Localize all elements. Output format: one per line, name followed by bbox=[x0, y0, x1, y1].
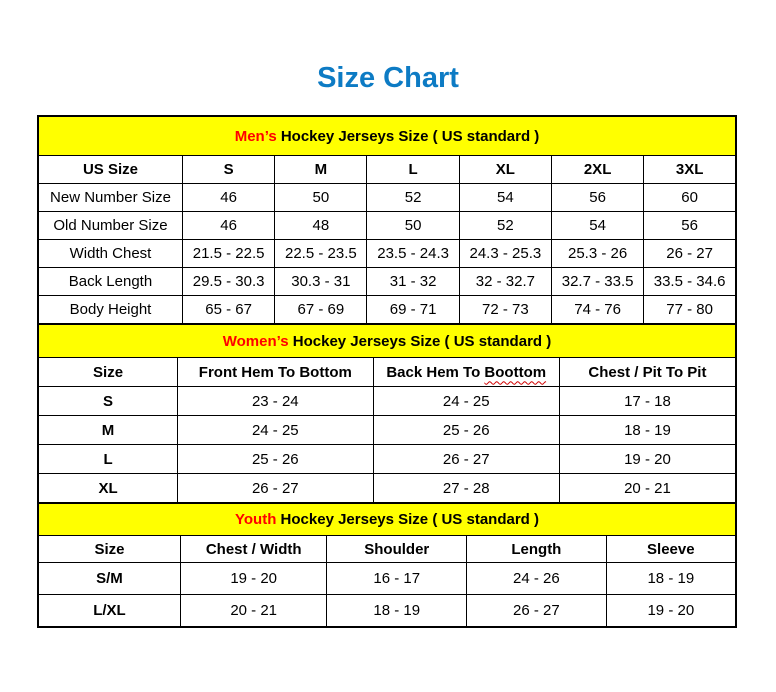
mens-value-cell: 32.7 - 33.5 bbox=[551, 268, 643, 296]
youth-value-cell: 19 - 20 bbox=[180, 563, 327, 595]
mens-value-cell: 26 - 27 bbox=[644, 240, 736, 268]
womens-row-label: M bbox=[38, 416, 178, 445]
mens-banner-row bbox=[38, 116, 736, 156]
mens-size-table bbox=[37, 115, 737, 325]
page-title: Size Chart bbox=[317, 62, 459, 94]
mens-value-cell: 52 bbox=[367, 184, 459, 212]
mens-value-cell: 48 bbox=[275, 212, 367, 240]
youth-value-cell: 20 - 21 bbox=[180, 595, 327, 628]
mens-value-cell: 72 - 73 bbox=[459, 296, 551, 325]
youth-size-table bbox=[37, 502, 737, 628]
mens-row-label: Width Chest bbox=[38, 240, 182, 268]
womens-row-label: L bbox=[38, 445, 178, 474]
womens-header-cell: Size bbox=[38, 358, 178, 387]
mens-header-cell: US Size bbox=[38, 156, 182, 184]
mens-row-label: Old Number Size bbox=[38, 212, 182, 240]
table-row bbox=[38, 268, 736, 296]
mens-header-cell: L bbox=[367, 156, 459, 184]
mens-value-cell: 77 - 80 bbox=[644, 296, 736, 325]
youth-header-row bbox=[38, 536, 736, 563]
table-row bbox=[38, 445, 736, 474]
mens-value-cell: 56 bbox=[644, 212, 736, 240]
mens-banner: Men’s Hockey Jerseys Size ( US standard ) bbox=[38, 116, 736, 156]
mens-row-label: Body Height bbox=[38, 296, 182, 325]
table-row bbox=[38, 387, 736, 416]
mens-value-cell: 54 bbox=[551, 212, 643, 240]
womens-header-row bbox=[38, 358, 736, 387]
mens-value-cell: 50 bbox=[275, 184, 367, 212]
mens-value-cell: 65 - 67 bbox=[182, 296, 274, 325]
table-row bbox=[38, 595, 736, 628]
mens-header-cell: XL bbox=[459, 156, 551, 184]
mens-row-label: Back Length bbox=[38, 268, 182, 296]
mens-value-cell: 54 bbox=[459, 184, 551, 212]
mens-header-cell: 3XL bbox=[644, 156, 736, 184]
mens-value-cell: 33.5 - 34.6 bbox=[644, 268, 736, 296]
youth-value-cell: 16 - 17 bbox=[327, 563, 467, 595]
womens-value-cell: 26 - 27 bbox=[373, 445, 559, 474]
youth-value-cell: 18 - 19 bbox=[327, 595, 467, 628]
mens-banner-highlight: Men’s bbox=[234, 127, 277, 145]
youth-value-cell: 19 - 20 bbox=[606, 595, 736, 628]
mens-value-cell: 23.5 - 24.3 bbox=[367, 240, 459, 268]
womens-row-label: XL bbox=[38, 474, 178, 504]
mens-row-label: New Number Size bbox=[38, 184, 182, 212]
mens-value-cell: 22.5 - 23.5 bbox=[275, 240, 367, 268]
mens-value-cell: 30.3 - 31 bbox=[275, 268, 367, 296]
womens-banner: Women’s Hockey Jerseys Size ( US standard ) bbox=[38, 324, 736, 358]
table-row bbox=[38, 416, 736, 445]
table-row bbox=[38, 240, 736, 268]
youth-banner-highlight: Youth bbox=[235, 511, 277, 528]
mens-value-cell: 56 bbox=[551, 184, 643, 212]
table-row bbox=[38, 184, 736, 212]
womens-header-cell: Chest / Pit To Pit bbox=[559, 358, 736, 387]
womens-value-cell: 25 - 26 bbox=[373, 416, 559, 445]
youth-banner: Youth Hockey Jerseys Size ( US standard ) bbox=[38, 503, 736, 536]
table-row bbox=[38, 296, 736, 325]
misspelled-word: Boottom bbox=[484, 363, 547, 381]
mens-value-cell: 29.5 - 30.3 bbox=[182, 268, 274, 296]
womens-header-cell: Front Hem To Bottom bbox=[178, 358, 373, 387]
mens-header-cell: 2XL bbox=[551, 156, 643, 184]
mens-value-cell: 50 bbox=[367, 212, 459, 240]
mens-header-row bbox=[38, 156, 736, 184]
table-row bbox=[38, 474, 736, 504]
mens-value-cell: 74 - 76 bbox=[551, 296, 643, 325]
youth-value-cell: 18 - 19 bbox=[606, 563, 736, 595]
womens-value-cell: 23 - 24 bbox=[178, 387, 373, 416]
mens-value-cell: 67 - 69 bbox=[275, 296, 367, 325]
table-row bbox=[38, 563, 736, 595]
mens-value-cell: 46 bbox=[182, 184, 274, 212]
youth-banner-row bbox=[38, 503, 736, 536]
mens-value-cell: 60 bbox=[644, 184, 736, 212]
youth-row-label: L/XL bbox=[38, 595, 180, 628]
womens-value-cell: 17 - 18 bbox=[559, 387, 736, 416]
womens-value-cell: 18 - 19 bbox=[559, 416, 736, 445]
mens-value-cell: 21.5 - 22.5 bbox=[182, 240, 274, 268]
youth-header-cell: Sleeve bbox=[606, 536, 736, 563]
womens-value-cell: 27 - 28 bbox=[373, 474, 559, 504]
youth-value-cell: 24 - 26 bbox=[467, 563, 607, 595]
mens-value-cell: 32 - 32.7 bbox=[459, 268, 551, 296]
mens-value-cell: 46 bbox=[182, 212, 274, 240]
womens-size-table bbox=[37, 323, 737, 504]
womens-banner-highlight: Women’s bbox=[222, 332, 289, 350]
youth-row-label: S/M bbox=[38, 563, 180, 595]
womens-value-cell: 24 - 25 bbox=[373, 387, 559, 416]
mens-header-cell: M bbox=[275, 156, 367, 184]
mens-value-cell: 31 - 32 bbox=[367, 268, 459, 296]
youth-header-cell: Size bbox=[38, 536, 180, 563]
mens-value-cell: 25.3 - 26 bbox=[551, 240, 643, 268]
youth-header-cell: Shoulder bbox=[327, 536, 467, 563]
mens-value-cell: 69 - 71 bbox=[367, 296, 459, 325]
youth-header-cell: Chest / Width bbox=[180, 536, 327, 563]
womens-value-cell: 24 - 25 bbox=[178, 416, 373, 445]
womens-value-cell: 19 - 20 bbox=[559, 445, 736, 474]
womens-value-cell: 25 - 26 bbox=[178, 445, 373, 474]
womens-value-cell: 26 - 27 bbox=[178, 474, 373, 504]
table-row bbox=[38, 212, 736, 240]
womens-row-label: S bbox=[38, 387, 178, 416]
womens-banner-row bbox=[38, 324, 736, 358]
mens-value-cell: 52 bbox=[459, 212, 551, 240]
youth-value-cell: 26 - 27 bbox=[467, 595, 607, 628]
womens-value-cell: 20 - 21 bbox=[559, 474, 736, 504]
womens-header-cell: Back Hem To Boottom bbox=[373, 358, 559, 387]
mens-header-cell: S bbox=[182, 156, 274, 184]
mens-value-cell: 24.3 - 25.3 bbox=[459, 240, 551, 268]
size-tables-container bbox=[37, 115, 737, 628]
youth-header-cell: Length bbox=[467, 536, 607, 563]
